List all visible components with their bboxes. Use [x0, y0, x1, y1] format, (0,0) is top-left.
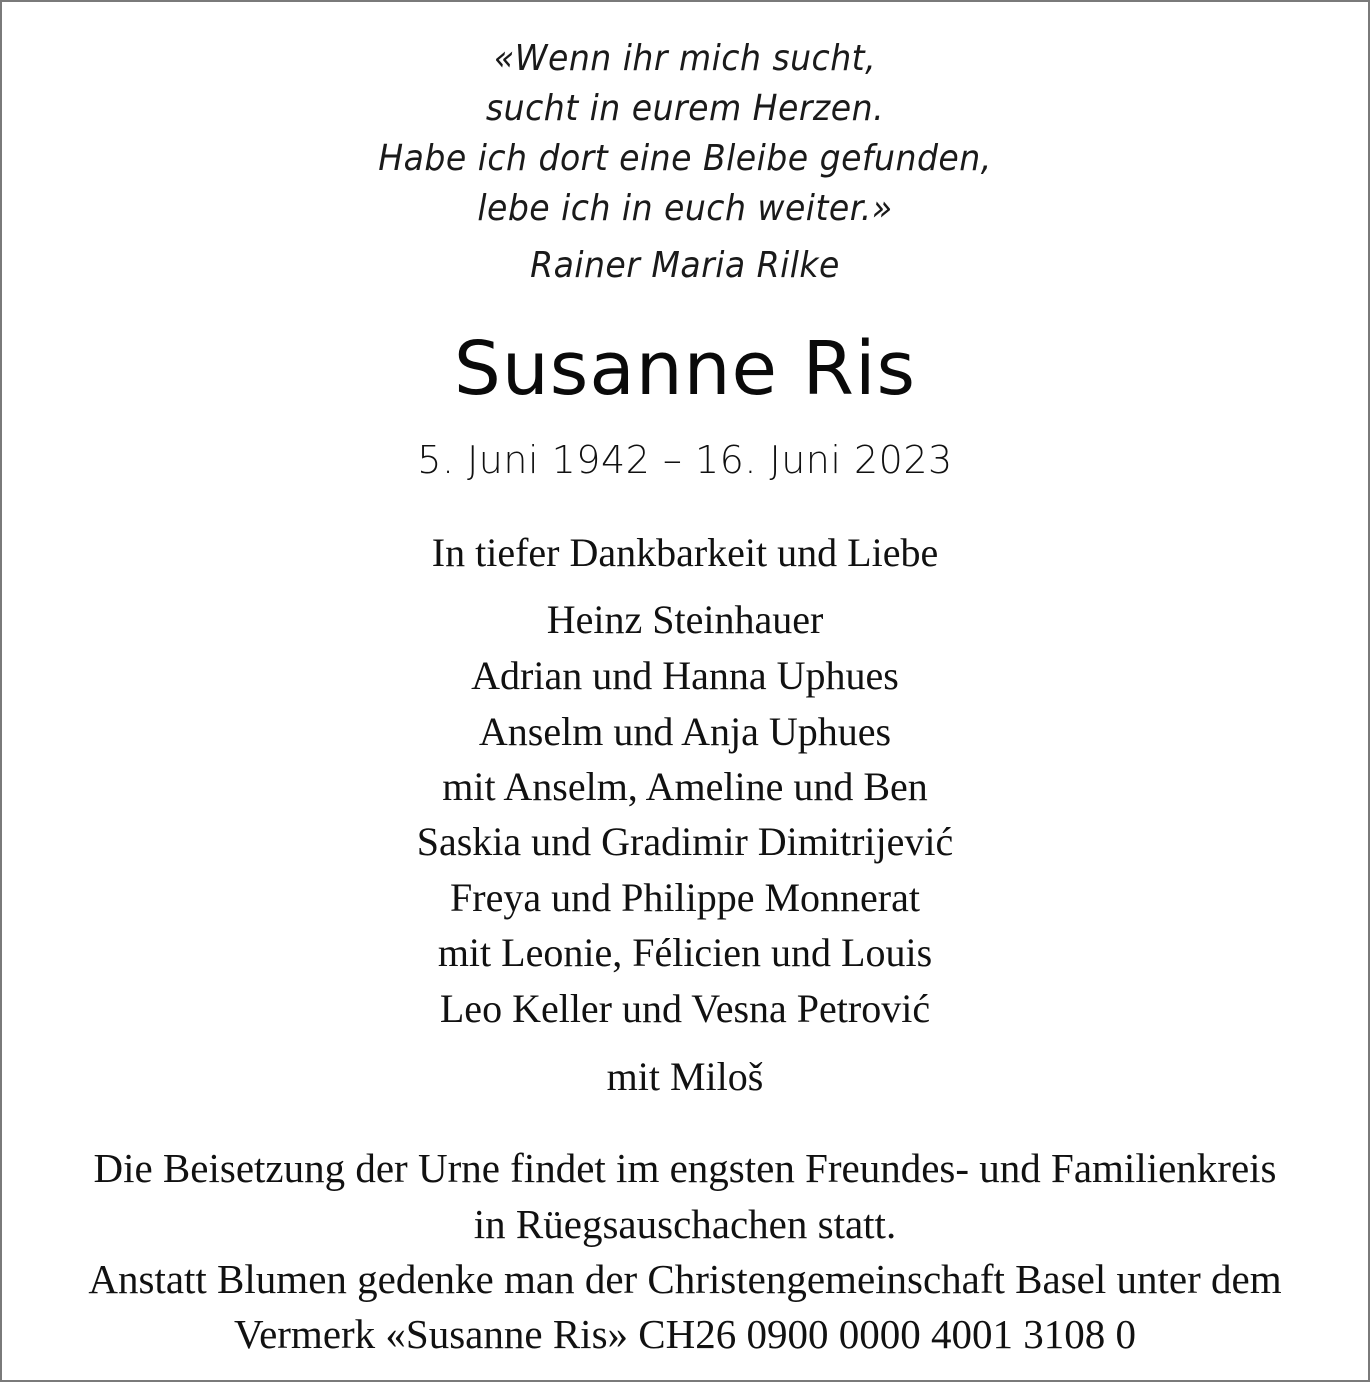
mourner-line: mit Miloš [606, 1054, 764, 1099]
quote-line-2: sucht in eurem Herzen. [485, 88, 885, 129]
mourner-line: Saskia und Gradimir Dimitrijević [416, 819, 954, 864]
quote-line-3: Habe ich dort eine Bleibe gefunden, [378, 138, 992, 179]
mourner-line: Leo Keller und Vesna Petrović [439, 986, 931, 1031]
notice-line-4: Vermerk «Susanne Ris» CH26 0900 0000 4001 3108 0 [234, 1311, 1136, 1357]
notice-line-2: in Rüegsauschachen statt. [473, 1201, 897, 1247]
quote-line-4: lebe ich in euch weiter.» [477, 188, 893, 229]
mourner-line: Adrian und Hanna Uphues [471, 653, 899, 698]
notice-line-1: Die Beisetzung der Urne findet im engsten Freundes- und Familienkreis [93, 1145, 1277, 1191]
quote-author: Rainer Maria Rilke [530, 245, 840, 286]
dedication: In tiefer Dankbarkeit und Liebe [431, 530, 939, 575]
mourner-line: Heinz Steinhauer [546, 597, 824, 642]
mourner-line: mit Anselm, Ameline und Ben [442, 764, 928, 809]
mourner-line: Freya und Philippe Monnerat [450, 875, 920, 920]
deceased-dates: 5. Juni 1942 – 16. Juni 2023 [417, 438, 953, 482]
deceased-name: Susanne Ris [453, 326, 917, 412]
notice-line-3: Anstatt Blumen gedenke man der Christengemeinschaft Basel unter dem [88, 1256, 1282, 1302]
mourner-line: Anselm und Anja Uphues [478, 709, 892, 754]
quote-line-1: «Wenn ihr mich sucht, [493, 38, 877, 79]
mourner-line: mit Leonie, Félicien und Louis [437, 930, 933, 975]
